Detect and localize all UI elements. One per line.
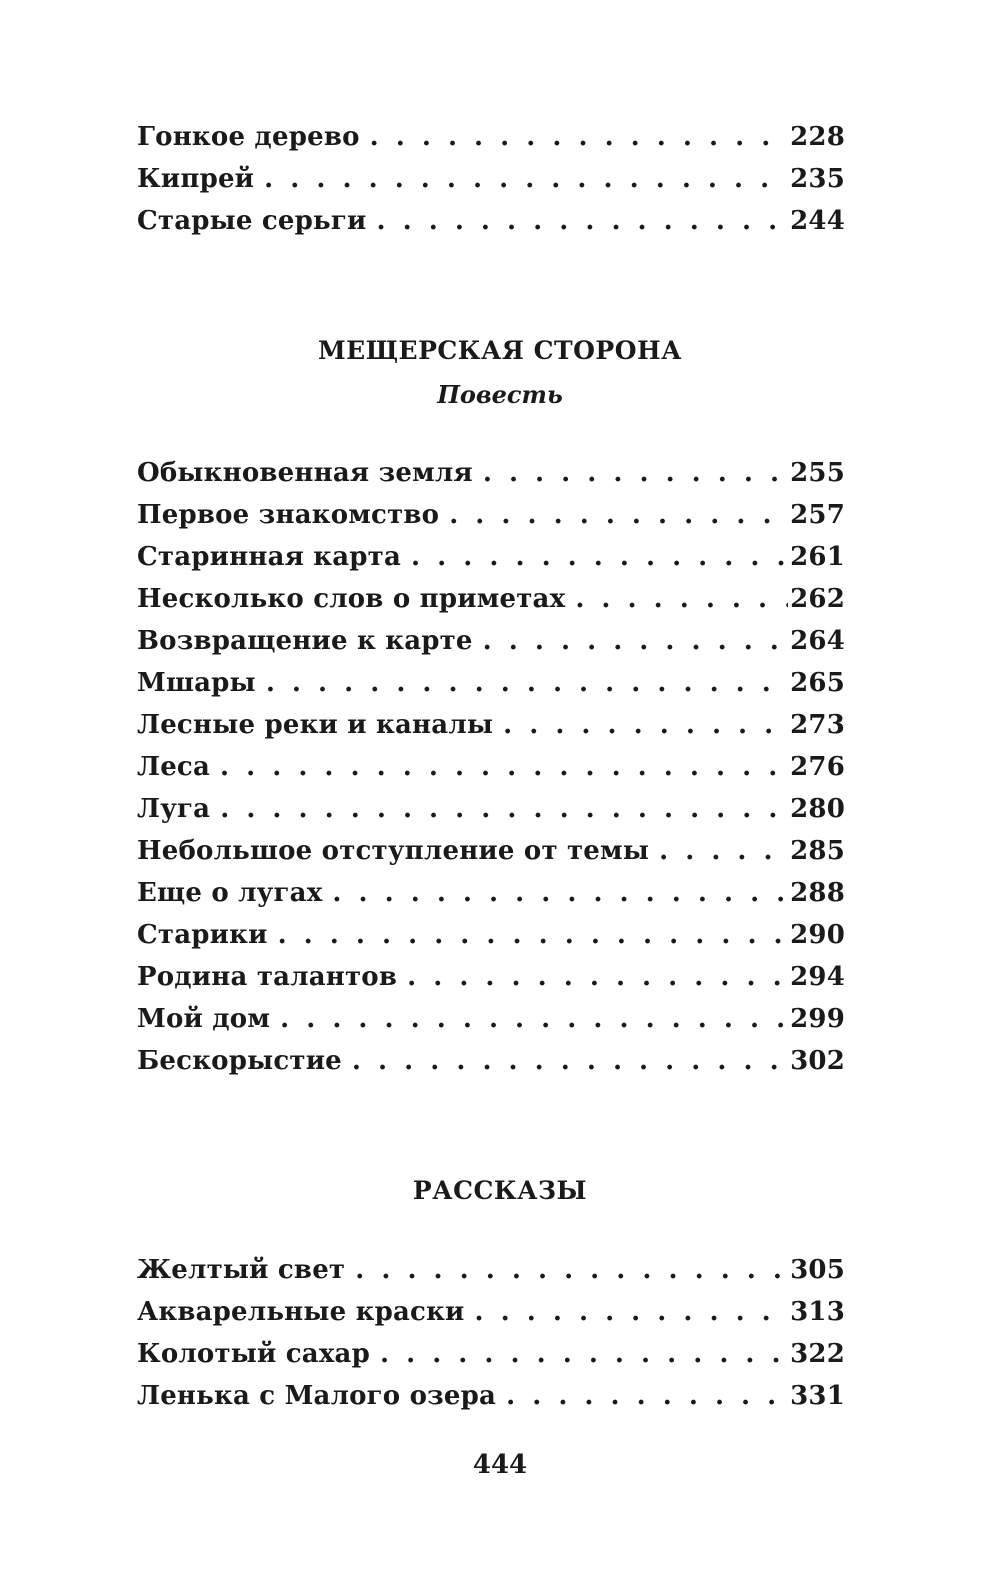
toc-dot-leader (377, 206, 789, 236)
toc-entry-title: Первое знакомство (137, 500, 440, 530)
toc-entry-page: 255 (790, 458, 845, 488)
toc-entry (137, 1381, 845, 1423)
toc-entry-page: 228 (790, 122, 845, 152)
section-heading-rasskazy: РАССКАЗЫ (412, 1176, 588, 1205)
toc-entry-page: 262 (790, 584, 845, 614)
toc-dot-leader (220, 794, 788, 824)
toc-entry-title: Желтый свет (137, 1255, 346, 1285)
toc-entry-page: 276 (790, 752, 845, 782)
toc-dot-leader (280, 1004, 788, 1034)
toc-entry (137, 542, 845, 584)
toc-entry-title: Старые серьги (137, 206, 367, 236)
toc-entry (137, 1046, 845, 1088)
toc-entry-page: 305 (790, 1255, 845, 1285)
toc-entry-page: 302 (790, 1046, 845, 1076)
toc-group-rasskazy (137, 1255, 845, 1423)
toc-dot-leader (506, 1381, 788, 1411)
toc-dot-leader (264, 164, 788, 194)
toc-entry-title: Небольшое отступление от темы (137, 836, 650, 866)
toc-entry (137, 1339, 845, 1381)
toc-dot-leader (352, 1046, 788, 1076)
toc-entry (137, 878, 845, 920)
toc-entry (137, 164, 845, 206)
toc-entry-title: Старики (137, 920, 268, 950)
toc-entry (137, 962, 845, 1004)
toc-dot-leader (483, 626, 788, 656)
toc-dot-leader (278, 920, 789, 950)
toc-entry-page: 290 (790, 920, 845, 950)
toc-entry-page: 257 (790, 500, 845, 530)
toc-entry-page: 288 (790, 878, 845, 908)
toc-dot-leader (380, 1339, 788, 1369)
toc-entry-page: 285 (790, 836, 845, 866)
toc-entry (137, 458, 845, 500)
toc-entry-title: Кипрей (137, 164, 255, 194)
toc-entry (137, 836, 845, 878)
toc-dot-leader (503, 710, 788, 740)
toc-entry-title: Мшары (137, 668, 256, 698)
toc-entry-title: Бескорыстие (137, 1046, 342, 1076)
toc-entry (137, 122, 845, 164)
toc-entry-title: Ленька с Малого озера (137, 1381, 497, 1411)
toc-entry-page: 264 (790, 626, 845, 656)
toc-entry-page: 322 (790, 1339, 845, 1369)
toc-entry-title: Лесные реки и каналы (137, 710, 494, 740)
toc-dot-leader (220, 752, 788, 782)
toc-entry-page: 273 (790, 710, 845, 740)
section-subheading-povest: Повесть (437, 380, 563, 409)
toc-entry (137, 500, 845, 542)
toc-dot-leader (449, 500, 788, 530)
toc-entry-title: Акварельные краски (137, 1297, 465, 1327)
toc-dot-leader (332, 878, 788, 908)
toc-dot-leader (370, 122, 788, 152)
toc-entry (137, 626, 845, 668)
toc-entry-page: 299 (790, 1004, 845, 1034)
toc-group-stories-top (137, 122, 845, 248)
toc-entry-page: 265 (790, 668, 845, 698)
toc-dot-leader (411, 542, 788, 572)
toc-dot-leader (483, 458, 788, 488)
toc-entry-title: Гонкое дерево (137, 122, 360, 152)
toc-entry (137, 206, 845, 248)
toc-entry-title: Возвращение к карте (137, 626, 473, 656)
toc-entry-page: 244 (790, 206, 845, 236)
toc-dot-leader (355, 1255, 788, 1285)
toc-dot-leader (266, 668, 788, 698)
toc-entry-title: Луга (137, 794, 211, 824)
toc-entry (137, 752, 845, 794)
toc-entry (137, 710, 845, 752)
toc-dot-leader (475, 1297, 789, 1327)
page-number: 444 (472, 1450, 528, 1480)
toc-entry-page: 294 (790, 962, 845, 992)
toc-entry-title: Еще о лугах (137, 878, 323, 908)
toc-entry-page: 280 (790, 794, 845, 824)
toc-entry-page: 313 (790, 1297, 845, 1327)
toc-entry (137, 1297, 845, 1339)
toc-entry-title: Колотый сахар (137, 1339, 370, 1369)
toc-entry-title: Несколько слов о приметах (137, 584, 566, 614)
toc-entry-page: 261 (790, 542, 845, 572)
toc-entry-title: Родина талантов (137, 962, 398, 992)
toc-dot-leader (659, 836, 788, 866)
toc-entry (137, 1004, 845, 1046)
toc-entry (137, 668, 845, 710)
toc-dot-leader (575, 584, 788, 614)
toc-entry-title: Старинная карта (137, 542, 402, 572)
toc-entry-title: Леса (137, 752, 211, 782)
toc-entry-title: Обыкновенная земля (137, 458, 473, 488)
toc-entry (137, 584, 845, 626)
toc-entry-page: 331 (790, 1381, 845, 1411)
toc-entry-page: 235 (790, 164, 845, 194)
toc-group-meshcherskaya (137, 458, 845, 1088)
toc-dot-leader (407, 962, 788, 992)
toc-entry (137, 920, 845, 962)
toc-entry-title: Мой дом (137, 1004, 271, 1034)
toc-entry (137, 794, 845, 836)
section-heading-meshcherskaya: МЕЩЕРСКАЯ СТОРОНА (318, 336, 682, 365)
toc-entry (137, 1255, 845, 1297)
